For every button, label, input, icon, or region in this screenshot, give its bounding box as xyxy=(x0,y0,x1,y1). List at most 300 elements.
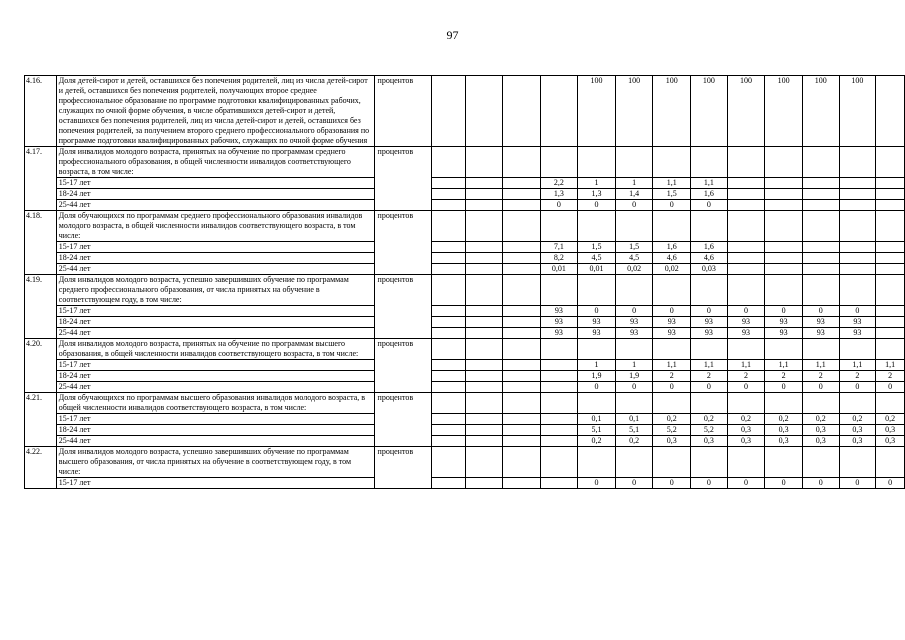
value-cell: 0 xyxy=(876,382,905,393)
empty-cell xyxy=(503,339,540,360)
value-cell xyxy=(839,253,876,264)
value-cell: 0 xyxy=(839,478,876,489)
value-cell: 0 xyxy=(615,382,653,393)
value-cell xyxy=(802,200,839,211)
value-cell xyxy=(727,178,765,189)
indicator-unit: процентов xyxy=(374,393,432,447)
value-cell: 1,3 xyxy=(540,189,578,200)
empty-cell xyxy=(802,211,839,242)
value-cell: 0 xyxy=(765,306,803,317)
value-cell: 4,6 xyxy=(653,253,691,264)
value-cell: 0 xyxy=(578,200,616,211)
empty-cell xyxy=(432,76,465,147)
empty-cell xyxy=(876,339,905,360)
value-cell: 0 xyxy=(727,382,765,393)
empty-cell xyxy=(727,211,765,242)
value-cell xyxy=(503,200,540,211)
empty-cell xyxy=(691,275,728,306)
value-cell: 0 xyxy=(839,382,876,393)
value-cell: 0 xyxy=(653,306,691,317)
empty-cell xyxy=(432,242,465,253)
value-cell xyxy=(465,371,502,382)
value-cell xyxy=(503,242,540,253)
value-cell xyxy=(540,360,578,371)
value-cell: 2 xyxy=(765,371,803,382)
age-group-label: 25-44 лет xyxy=(56,382,374,393)
value-cell: 5,1 xyxy=(615,425,653,436)
indicator-description: Доля инвалидов молодого возраста, успешно завершивших обучение по программам высшего образования, от числа принятых на обучение в соответствующем году, в том числе: xyxy=(56,447,374,478)
value-cell: 0,3 xyxy=(727,436,765,447)
value-cell xyxy=(503,328,540,339)
value-cell: 0 xyxy=(691,382,728,393)
value-cell: 0,3 xyxy=(727,425,765,436)
page-number: 97 xyxy=(446,28,459,42)
value-cell: 0 xyxy=(727,306,765,317)
value-cell xyxy=(503,253,540,264)
value-cell xyxy=(727,200,765,211)
value-cell xyxy=(465,253,502,264)
value-cell xyxy=(765,178,803,189)
value-cell xyxy=(503,382,540,393)
empty-cell xyxy=(653,275,691,306)
indicator-row xyxy=(25,339,905,360)
empty-cell xyxy=(839,447,876,478)
empty-cell xyxy=(727,275,765,306)
value-cell: 100 xyxy=(653,76,691,147)
empty-cell xyxy=(578,393,616,414)
value-cell xyxy=(465,360,502,371)
empty-cell xyxy=(765,275,803,306)
value-cell xyxy=(540,478,578,489)
empty-cell xyxy=(432,436,465,447)
value-cell xyxy=(765,242,803,253)
age-group-row xyxy=(25,478,905,489)
empty-cell xyxy=(802,447,839,478)
value-cell: 7,1 xyxy=(540,242,578,253)
value-cell: 93 xyxy=(653,328,691,339)
value-cell: 2 xyxy=(802,371,839,382)
value-cell: 1,1 xyxy=(653,360,691,371)
empty-cell xyxy=(802,393,839,414)
value-cell xyxy=(876,264,905,275)
empty-cell xyxy=(432,360,465,371)
value-cell: 0,2 xyxy=(876,414,905,425)
empty-cell xyxy=(578,339,616,360)
value-cell: 0,3 xyxy=(765,436,803,447)
empty-cell xyxy=(691,211,728,242)
indicator-row xyxy=(25,275,905,306)
value-cell: 0,3 xyxy=(876,425,905,436)
empty-cell xyxy=(615,447,653,478)
value-cell: 93 xyxy=(802,328,839,339)
indicator-row xyxy=(25,76,905,147)
value-cell xyxy=(839,200,876,211)
empty-cell xyxy=(503,447,540,478)
empty-cell xyxy=(432,339,465,360)
empty-cell xyxy=(653,211,691,242)
age-group-row xyxy=(25,414,905,425)
age-group-label: 15-17 лет xyxy=(56,306,374,317)
value-cell: 0 xyxy=(615,306,653,317)
value-cell: 1 xyxy=(578,178,616,189)
value-cell: 0,2 xyxy=(615,436,653,447)
age-group-label: 18-24 лет xyxy=(56,189,374,200)
value-cell xyxy=(876,317,905,328)
value-cell: 2 xyxy=(727,371,765,382)
age-group-row xyxy=(25,360,905,371)
value-cell xyxy=(802,253,839,264)
empty-cell xyxy=(653,393,691,414)
empty-cell xyxy=(465,275,502,306)
value-cell xyxy=(503,425,540,436)
value-cell xyxy=(503,264,540,275)
value-cell: 0,01 xyxy=(540,264,578,275)
indicator-number: 4.19. xyxy=(25,275,57,339)
empty-cell xyxy=(432,317,465,328)
empty-cell xyxy=(540,211,578,242)
value-cell: 0 xyxy=(615,200,653,211)
value-cell xyxy=(765,189,803,200)
value-cell: 1,6 xyxy=(691,189,728,200)
value-cell: 93 xyxy=(653,317,691,328)
value-cell: 0 xyxy=(691,478,728,489)
value-cell: 1 xyxy=(615,360,653,371)
empty-cell xyxy=(503,275,540,306)
value-cell: 2,2 xyxy=(540,178,578,189)
value-cell: 0,3 xyxy=(765,425,803,436)
value-cell: 0 xyxy=(578,478,616,489)
value-cell: 100 xyxy=(802,76,839,147)
value-cell: 100 xyxy=(727,76,765,147)
value-cell xyxy=(727,264,765,275)
value-cell: 93 xyxy=(802,317,839,328)
empty-cell xyxy=(765,447,803,478)
empty-cell xyxy=(465,393,502,414)
empty-cell xyxy=(802,339,839,360)
empty-cell xyxy=(578,211,616,242)
empty-cell xyxy=(432,447,465,478)
value-cell: 0 xyxy=(578,382,616,393)
value-cell: 1 xyxy=(615,178,653,189)
value-cell xyxy=(727,253,765,264)
empty-cell xyxy=(691,393,728,414)
empty-cell xyxy=(727,147,765,178)
empty-cell xyxy=(432,147,465,178)
value-cell: 93 xyxy=(615,328,653,339)
indicator-number: 4.20. xyxy=(25,339,57,393)
empty-cell xyxy=(765,211,803,242)
value-cell xyxy=(540,76,578,147)
indicator-row xyxy=(25,447,905,478)
value-cell xyxy=(727,242,765,253)
indicator-unit: процентов xyxy=(374,447,432,489)
value-cell: 1,5 xyxy=(653,189,691,200)
value-cell xyxy=(540,371,578,382)
indicator-number: 4.22. xyxy=(25,447,57,489)
value-cell: 93 xyxy=(727,328,765,339)
empty-cell xyxy=(503,147,540,178)
age-group-row xyxy=(25,306,905,317)
value-cell xyxy=(465,306,502,317)
empty-cell xyxy=(839,339,876,360)
indicator-unit: процентов xyxy=(374,147,432,211)
value-cell: 0,2 xyxy=(727,414,765,425)
empty-cell xyxy=(432,211,465,242)
indicator-description: Доля обучающихся по программам среднего профессионального образования инвалидов молодого возраста, в общей численности инвалидов соответствующего возраста, в том числе: xyxy=(56,211,374,242)
value-cell xyxy=(465,317,502,328)
value-cell: 93 xyxy=(615,317,653,328)
age-group-label: 18-24 лет xyxy=(56,317,374,328)
value-cell: 93 xyxy=(691,328,728,339)
indicator-number: 4.18. xyxy=(25,211,57,275)
empty-cell xyxy=(765,393,803,414)
value-cell: 0,1 xyxy=(578,414,616,425)
value-cell: 1,1 xyxy=(802,360,839,371)
value-cell: 1,1 xyxy=(876,360,905,371)
value-cell: 0,2 xyxy=(802,414,839,425)
value-cell: 5,2 xyxy=(691,425,728,436)
value-cell: 2 xyxy=(839,371,876,382)
empty-cell xyxy=(615,339,653,360)
empty-cell xyxy=(432,414,465,425)
empty-cell xyxy=(432,253,465,264)
value-cell: 0,3 xyxy=(839,425,876,436)
empty-cell xyxy=(876,393,905,414)
value-cell: 0,2 xyxy=(765,414,803,425)
empty-cell xyxy=(727,447,765,478)
value-cell: 93 xyxy=(540,317,578,328)
value-cell xyxy=(765,200,803,211)
value-cell: 100 xyxy=(839,76,876,147)
value-cell: 93 xyxy=(727,317,765,328)
value-cell: 0 xyxy=(653,478,691,489)
value-cell: 0,3 xyxy=(802,425,839,436)
value-cell: 1,9 xyxy=(578,371,616,382)
empty-cell xyxy=(432,200,465,211)
age-group-label: 18-24 лет xyxy=(56,253,374,264)
value-cell xyxy=(802,189,839,200)
value-cell xyxy=(876,76,905,147)
empty-cell xyxy=(540,447,578,478)
value-cell: 0,01 xyxy=(578,264,616,275)
value-cell: 93 xyxy=(578,317,616,328)
value-cell: 93 xyxy=(839,317,876,328)
value-cell: 0,3 xyxy=(876,436,905,447)
value-cell xyxy=(802,178,839,189)
empty-cell xyxy=(691,147,728,178)
value-cell xyxy=(765,253,803,264)
age-group-row xyxy=(25,264,905,275)
value-cell: 5,2 xyxy=(653,425,691,436)
empty-cell xyxy=(802,147,839,178)
value-cell: 8,2 xyxy=(540,253,578,264)
empty-cell xyxy=(540,275,578,306)
value-cell: 0,2 xyxy=(578,436,616,447)
value-cell: 1,1 xyxy=(727,360,765,371)
empty-cell xyxy=(653,339,691,360)
value-cell xyxy=(540,414,578,425)
empty-cell xyxy=(839,393,876,414)
empty-cell xyxy=(465,447,502,478)
value-cell: 1 xyxy=(578,360,616,371)
empty-cell xyxy=(876,447,905,478)
value-cell: 0,2 xyxy=(653,414,691,425)
indicator-unit: процентов xyxy=(374,275,432,339)
empty-cell xyxy=(578,275,616,306)
age-group-row xyxy=(25,371,905,382)
indicator-unit: процентов xyxy=(374,76,432,147)
empty-cell xyxy=(432,478,465,489)
value-cell: 0 xyxy=(802,306,839,317)
age-group-label: 25-44 лет xyxy=(56,200,374,211)
value-cell xyxy=(503,317,540,328)
value-cell: 93 xyxy=(691,317,728,328)
value-cell xyxy=(876,253,905,264)
age-group-label: 18-24 лет xyxy=(56,371,374,382)
value-cell: 1,1 xyxy=(653,178,691,189)
indicator-row xyxy=(25,393,905,414)
value-cell xyxy=(876,328,905,339)
empty-cell xyxy=(578,147,616,178)
empty-cell xyxy=(432,189,465,200)
empty-cell xyxy=(465,211,502,242)
empty-cell xyxy=(876,147,905,178)
value-cell: 100 xyxy=(578,76,616,147)
value-cell xyxy=(540,425,578,436)
value-cell: 0 xyxy=(578,306,616,317)
indicator-description: Доля обучающихся по программам высшего образования инвалидов молодого возраста, в общей численности инвалидов соответствующего возраста, в том числе: xyxy=(56,393,374,414)
value-cell xyxy=(465,242,502,253)
empty-cell xyxy=(615,211,653,242)
empty-cell xyxy=(465,339,502,360)
value-cell xyxy=(540,436,578,447)
value-cell xyxy=(503,436,540,447)
empty-cell xyxy=(540,147,578,178)
value-cell: 0,2 xyxy=(691,414,728,425)
value-cell: 100 xyxy=(765,76,803,147)
value-cell xyxy=(465,414,502,425)
age-group-row xyxy=(25,328,905,339)
empty-cell xyxy=(432,264,465,275)
age-group-label: 18-24 лет xyxy=(56,425,374,436)
empty-cell xyxy=(876,211,905,242)
value-cell xyxy=(503,478,540,489)
age-group-row xyxy=(25,317,905,328)
value-cell xyxy=(503,76,540,147)
indicators-table xyxy=(24,75,905,489)
value-cell xyxy=(503,306,540,317)
indicator-description: Доля инвалидов молодого возраста, принятых на обучение по программам высшего образования, в общей численности инвалидов соответствующего возраста, в том числе: xyxy=(56,339,374,360)
value-cell xyxy=(465,200,502,211)
empty-cell xyxy=(802,275,839,306)
age-group-row xyxy=(25,382,905,393)
indicator-description: Доля детей-сирот и детей, оставшихся без попечения родителей, лиц из числа детей-сирот и детей, оставшихся без попечения родителей, получающих второе среднее профессиональное образование по программе подготовки квалифицированных рабочих, служащих по очной форме обучения, в числе обратившихся детей-сирот и детей, оставшихся без попечения родителей, лиц из числа детей-сирот и детей, оставшихся без попечения родителей, за получением второго среднего профессионального образования по программе подготовки квалифицированных рабочих, служащих по очной форме обучения xyxy=(56,76,374,147)
age-group-row xyxy=(25,200,905,211)
value-cell: 93 xyxy=(578,328,616,339)
age-group-label: 15-17 лет xyxy=(56,360,374,371)
age-group-label: 15-17 лет xyxy=(56,414,374,425)
empty-cell xyxy=(727,393,765,414)
value-cell: 5,1 xyxy=(578,425,616,436)
indicator-description: Доля инвалидов молодого возраста, принятых на обучение по программам среднего профессионального образования, в общей численности инвалидов соответствующего возраста, в том числе: xyxy=(56,147,374,178)
empty-cell xyxy=(839,275,876,306)
value-cell: 93 xyxy=(765,328,803,339)
age-group-row xyxy=(25,253,905,264)
empty-cell xyxy=(615,147,653,178)
value-cell xyxy=(876,200,905,211)
empty-cell xyxy=(465,147,502,178)
empty-cell xyxy=(615,393,653,414)
value-cell xyxy=(465,178,502,189)
value-cell: 4,5 xyxy=(578,253,616,264)
value-cell xyxy=(465,425,502,436)
value-cell: 0,2 xyxy=(839,414,876,425)
age-group-label: 15-17 лет xyxy=(56,242,374,253)
value-cell xyxy=(876,189,905,200)
value-cell xyxy=(802,264,839,275)
indicator-number: 4.16. xyxy=(25,76,57,147)
age-group-label: 15-17 лет xyxy=(56,178,374,189)
value-cell: 0,02 xyxy=(615,264,653,275)
value-cell xyxy=(503,414,540,425)
value-cell: 0 xyxy=(802,478,839,489)
value-cell xyxy=(503,178,540,189)
value-cell: 1,1 xyxy=(839,360,876,371)
value-cell: 0 xyxy=(876,478,905,489)
value-cell: 93 xyxy=(839,328,876,339)
value-cell xyxy=(540,382,578,393)
age-group-row xyxy=(25,178,905,189)
value-cell: 100 xyxy=(615,76,653,147)
value-cell xyxy=(503,360,540,371)
age-group-row xyxy=(25,425,905,436)
empty-cell xyxy=(691,447,728,478)
value-cell: 100 xyxy=(691,76,728,147)
empty-cell xyxy=(540,339,578,360)
empty-cell xyxy=(876,275,905,306)
value-cell: 1,9 xyxy=(615,371,653,382)
empty-cell xyxy=(578,447,616,478)
empty-cell xyxy=(653,147,691,178)
value-cell: 0 xyxy=(691,306,728,317)
value-cell: 0 xyxy=(839,306,876,317)
value-cell xyxy=(839,178,876,189)
age-group-label: 15-17 лет xyxy=(56,478,374,489)
empty-cell xyxy=(432,393,465,414)
value-cell: 1,3 xyxy=(578,189,616,200)
empty-cell xyxy=(653,447,691,478)
empty-cell xyxy=(765,147,803,178)
indicator-description: Доля инвалидов молодого возраста, успешно завершивших обучение по программам среднего профессионального образования, от числа принятых на обучение в соответствующем году, в том числе: xyxy=(56,275,374,306)
empty-cell xyxy=(432,178,465,189)
indicator-number: 4.17. xyxy=(25,147,57,211)
value-cell: 2 xyxy=(691,371,728,382)
value-cell: 1,1 xyxy=(765,360,803,371)
empty-cell xyxy=(432,371,465,382)
value-cell: 0 xyxy=(653,200,691,211)
value-cell: 1,4 xyxy=(615,189,653,200)
indicator-row xyxy=(25,211,905,242)
empty-cell xyxy=(432,275,465,306)
value-cell xyxy=(465,189,502,200)
value-cell: 93 xyxy=(540,328,578,339)
empty-cell xyxy=(432,425,465,436)
value-cell: 4,5 xyxy=(615,253,653,264)
value-cell xyxy=(465,382,502,393)
value-cell: 1,6 xyxy=(653,242,691,253)
empty-cell xyxy=(727,339,765,360)
value-cell xyxy=(839,242,876,253)
